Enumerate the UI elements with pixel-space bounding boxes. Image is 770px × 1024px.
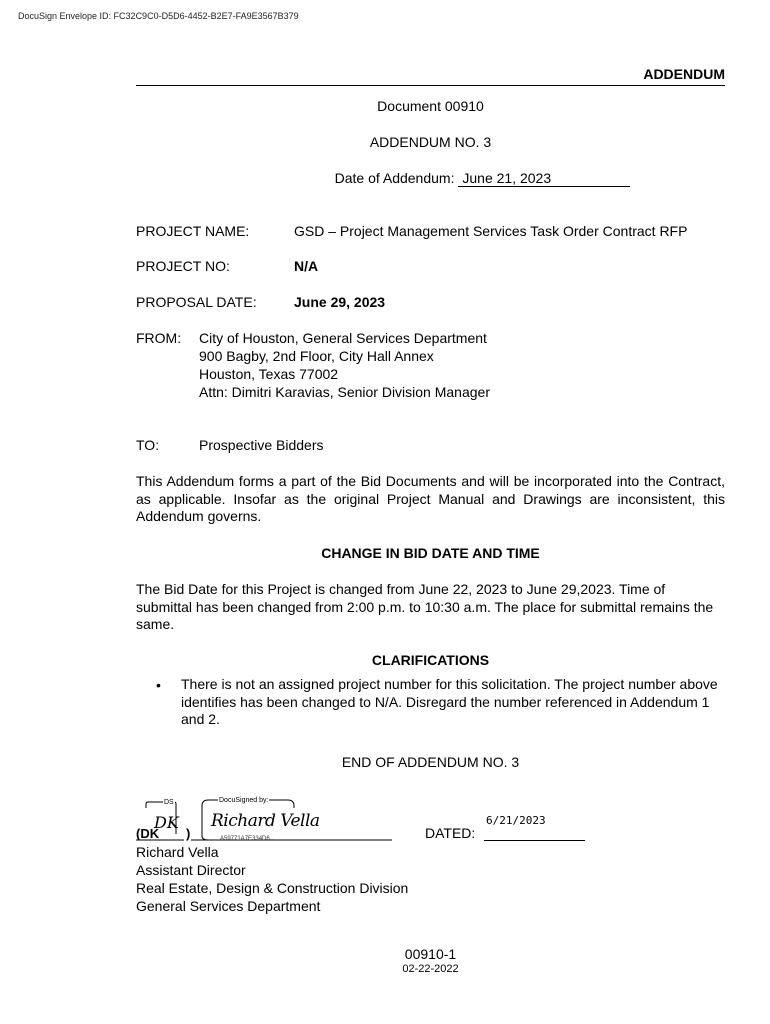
header-title: ADDENDUM — [643, 66, 725, 82]
to-value: Prospective Bidders — [199, 437, 324, 453]
from-line: Houston, Texas 77002 — [199, 366, 339, 382]
date-of-addendum — [136, 170, 725, 187]
clarifications-heading: CLARIFICATIONS — [371, 652, 490, 668]
signer-title: Assistant Director — [136, 862, 246, 878]
from-line: 900 Bagby, 2nd Floor, City Hall Annex — [199, 348, 434, 364]
from-line: Attn: Dimitri Karavias, Senior Division Manager — [199, 384, 490, 400]
clarification-item: There is not an assigned project number for this solicitation. The project number above identifies has been changed to N/A. Disregard the number referenced in Addendum 1 and 2. — [181, 676, 718, 727]
intro-paragraph: This Addendum forms a part of the Bid Documents and will be incorporated into the Contract, as applicable. Insofar as the original Project Manual and Drawings are inconsistent, this Addendum governs. — [136, 473, 725, 524]
footer-date: 02-22-2022 — [402, 963, 459, 975]
footer-page-number: 00910-1 — [404, 946, 457, 962]
from-label: FROM: — [136, 330, 182, 346]
initials-suffix: ) — [186, 826, 191, 841]
signer-name: Richard Vella — [136, 844, 219, 860]
document-number: Document 00910 — [377, 98, 484, 114]
dated-value: 6/21/2023 — [486, 814, 546, 827]
docusigned-by-label: DocuSigned by: — [219, 797, 269, 804]
project-name-value: GSD – Project Management Services Task Order Contract RFP — [294, 223, 688, 239]
bullet-icon: • — [156, 677, 161, 693]
signer-block — [136, 843, 408, 915]
ds-tag: DS — [164, 799, 174, 806]
proposal-date-label: PROPOSAL DATE: — [136, 294, 257, 310]
docusign-envelope-id: DocuSign Envelope ID: FC32C9C0-D5D6-4452-B2E7-FA9E3567B379 — [18, 11, 299, 21]
dated-underline — [484, 840, 585, 841]
from-line: City of Houston, General Services Department — [199, 330, 487, 346]
signer-division: Real Estate, Design & Construction Division — [136, 880, 409, 896]
date-of-addendum-value: June 21, 2023 — [458, 170, 630, 187]
addendum-number: ADDENDUM NO. 3 — [369, 134, 492, 150]
signature-id: A59771A7E334D6... — [220, 836, 275, 842]
dated-label: DATED: — [425, 825, 476, 841]
signer-department: General Services Department — [136, 898, 321, 914]
from-address — [199, 329, 490, 401]
change-body: The Bid Date for this Project is changed from June 22, 2023 to June 29,2023. Time of submittal has been changed from 2:00 p.m. to 10:30 a.m. The place for submittal remains the same. — [136, 581, 714, 632]
project-no-value: N/A — [294, 258, 319, 274]
initials-prefix: (DK — [136, 826, 160, 841]
project-no-label: PROJECT NO: — [136, 258, 230, 274]
to-label: TO: — [136, 437, 160, 453]
handwritten-signature: Richard Vella — [211, 811, 320, 831]
initials-handwritten: DK — [154, 813, 179, 832]
change-heading: CHANGE IN BID DATE AND TIME — [321, 545, 540, 561]
end-of-addendum: END OF ADDENDUM NO. 3 — [341, 754, 520, 770]
proposal-date-value: June 29, 2023 — [294, 294, 386, 310]
project-name-label: PROJECT NAME: — [136, 223, 250, 239]
header-rule — [136, 85, 725, 86]
date-of-addendum-label: Date of Addendum: — [334, 170, 455, 186]
